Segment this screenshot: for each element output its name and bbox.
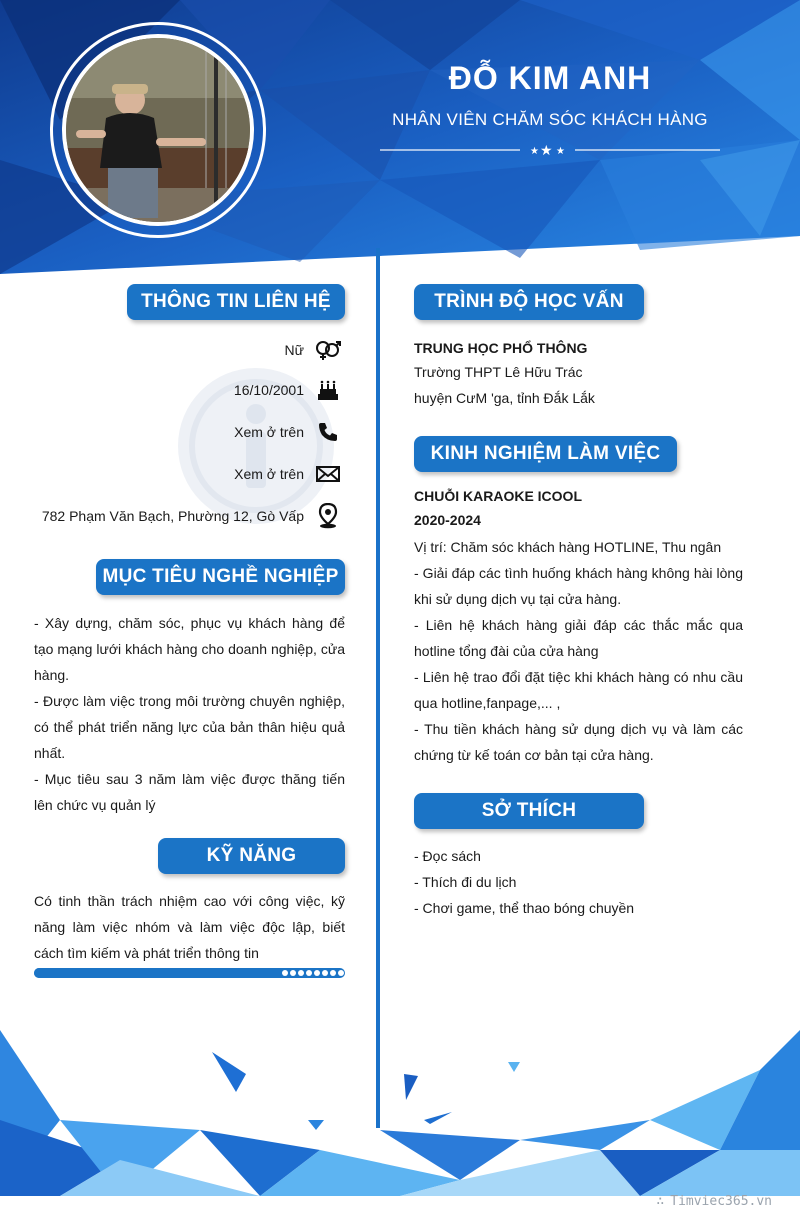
section-heading-hobbies: SỞ THÍCH [414, 793, 644, 829]
map-pin-icon [314, 502, 342, 530]
contact-phone [234, 418, 342, 446]
title-divider-stars [380, 140, 720, 160]
objective-text [34, 610, 345, 818]
birthday-value: 16/10/2001 [233, 382, 304, 398]
address-value: 782 Phạm Văn Bạch, Phường 12, Gò Vấp [41, 508, 304, 524]
hobbies-list [414, 843, 743, 921]
section-heading-objective: MỤC TIÊU NGHỀ NGHIỆP [96, 559, 345, 595]
experience-line-3: - Liên hệ khách hàng giải đáp các thắc mắc qua hotline tổng đài của cửa hàng [414, 617, 743, 659]
objective-line-3: - Mục tiêu sau 3 năm làm việc được thăng tiến lên chức vụ quản lý [34, 771, 345, 813]
contact-gender [285, 336, 342, 364]
experience-period: 2020-2024 [414, 512, 481, 528]
svg-text:★: ★ [530, 146, 539, 157]
svg-text:★: ★ [556, 146, 565, 157]
contact-birthday [234, 376, 342, 404]
experience-line-4: - Liên hệ trao đổi đặt tiệc khi khách hàng có nhu cầu qua hotline,fanpage,... , [414, 669, 743, 711]
skill-level-dots [282, 970, 344, 976]
gender-value: Nữ [284, 342, 304, 358]
brand-name: Timviec365.vn [670, 1194, 772, 1209]
profile-photo [66, 38, 254, 226]
avatar [62, 34, 254, 226]
candidate-name: ĐỖ KIM ANH [448, 60, 652, 96]
objective-line-1: - Xây dựng, chăm sóc, phục vụ khách hàng để tạo mạng lưới khách hàng cho doanh nghiệp, cửa hàng. [34, 615, 345, 683]
hobby-item: - Thích đi du lịch [414, 874, 517, 890]
contact-email [234, 460, 342, 488]
brand-logo-icon: ∴ [656, 1194, 665, 1209]
education-location: huyện CưM 'ga, tỉnh Đắk Lắk [414, 390, 595, 406]
column-divider [376, 248, 380, 1128]
envelope-icon [314, 460, 342, 488]
phone-value: Xem ở trên [234, 424, 304, 440]
phone-icon [314, 418, 342, 446]
experience-line-5: - Thu tiền khách hàng sử dụng dịch vụ và làm các chứng từ kế toán cơ bản tại cửa hàng. [414, 721, 743, 763]
birthday-cake-icon [314, 376, 342, 404]
education-school: Trường THPT Lê Hữu Trác [414, 364, 583, 380]
email-value: Xem ở trên [234, 466, 304, 482]
skills-text: Có tinh thần trách nhiệm cao với công việc, kỹ năng làm việc nhóm và làm việc độc lập, biết cách tìm kiếm và phát triển thông tin [34, 893, 345, 961]
experience-details [414, 534, 743, 768]
experience-company: CHUỖI KARAOKE ICOOL [414, 488, 582, 504]
experience-line-2: - Giải đáp các tình huống khách hàng không hài lòng khi sử dụng dịch vụ tại cửa hàng. [414, 565, 743, 607]
section-heading-experience: KINH NGHIỆM LÀM VIỆC [414, 436, 677, 472]
education-level: TRUNG HỌC PHỔ THÔNG [414, 340, 588, 356]
footer-decoration [0, 1010, 800, 1196]
objective-line-2: - Được làm việc trong môi trường chuyên nghiệp, có thể phát triển năng lực của bản thân hiệu quả nhất. [34, 693, 345, 761]
section-heading-contact: THÔNG TIN LIÊN HỆ [127, 284, 345, 320]
svg-text:★: ★ [540, 143, 553, 159]
job-title: NHÂN VIÊN CHĂM SÓC KHÁCH HÀNG [392, 110, 708, 129]
section-heading-skills: KỸ NĂNG [158, 838, 345, 874]
hobby-item: - Chơi game, thể thao bóng chuyền [414, 900, 635, 916]
experience-line-1: Vị trí: Chăm sóc khách hàng HOTLINE, Thu ngân [414, 539, 722, 555]
gender-icon [314, 336, 342, 364]
brand-watermark [656, 1194, 772, 1209]
skill-level-fill [34, 968, 283, 978]
hobby-item: - Đọc sách [414, 848, 481, 864]
section-heading-education: TRÌNH ĐỘ HỌC VẤN [414, 284, 644, 320]
contact-address [42, 502, 342, 530]
